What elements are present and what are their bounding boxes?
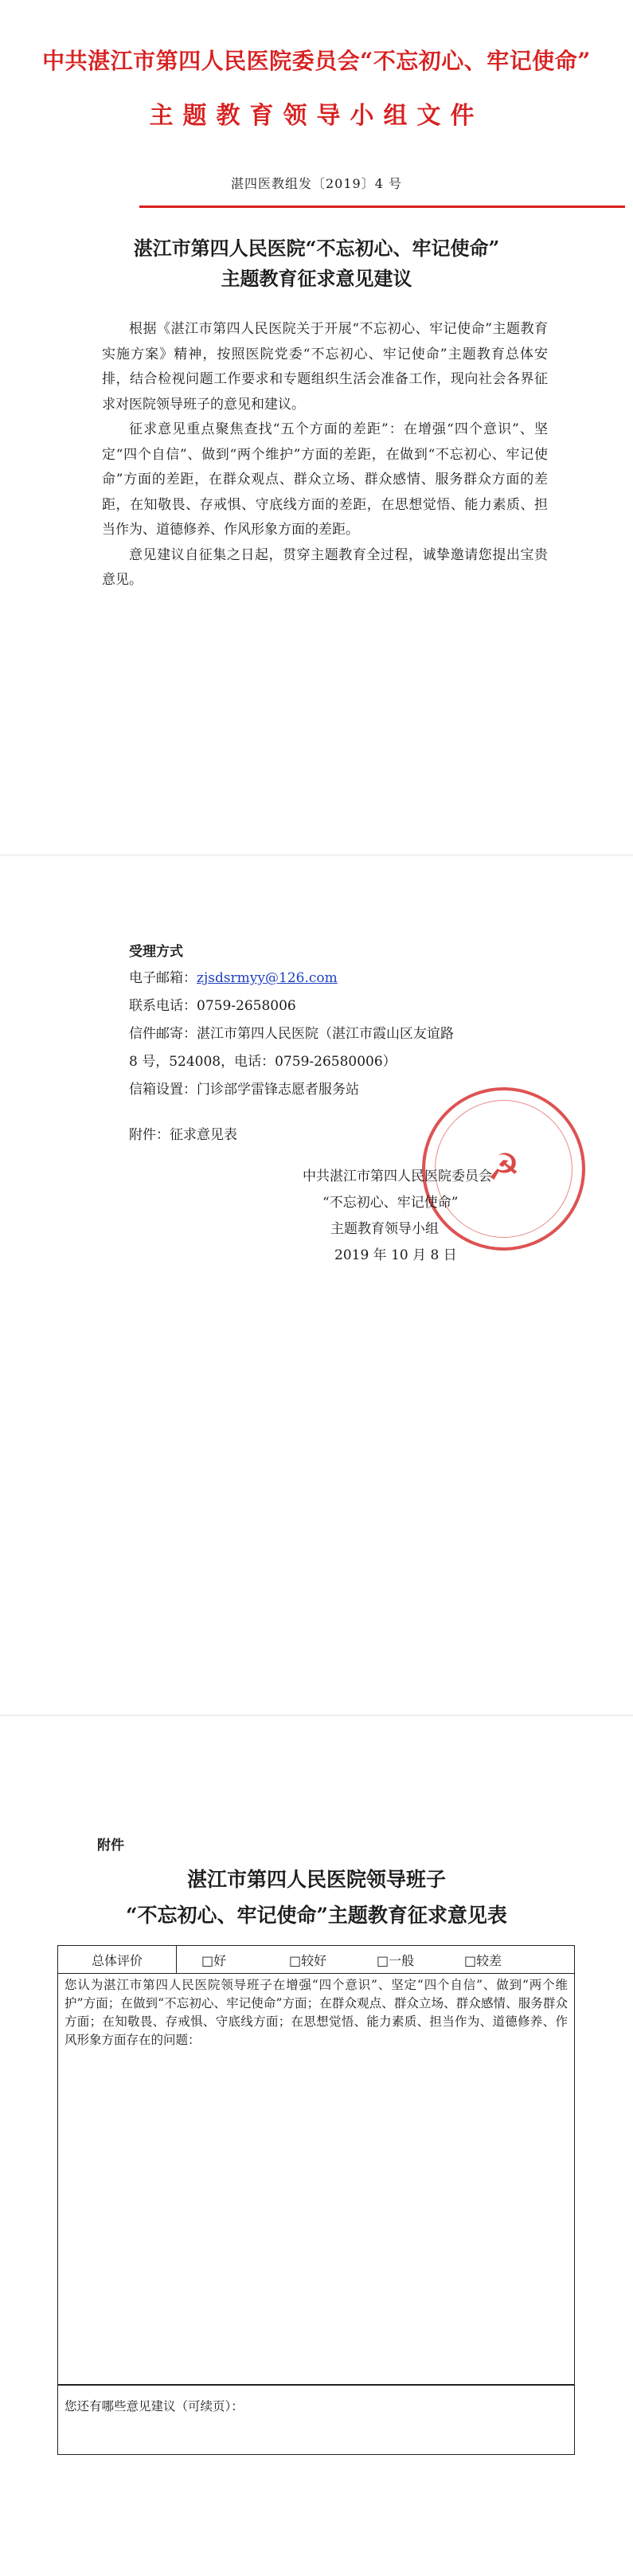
signature-date: 2019 年 10 月 8 日 [334,1247,457,1263]
doc-number: 湛四医教组发〔2019〕4 号 [231,176,402,191]
form-title-line2: “不忘初心、牢记使命”主题教育征求意见表 [126,1904,507,1927]
attachment-label: 附件 [97,1838,124,1854]
mail-label: 信件邮寄： [129,1026,197,1042]
body-paragraph-2: 征求意见重点聚焦查找“五个方面的差距”：在增强“四个意识”、坚定“四个自信”、做到“两个维护”方面的差距，在做到“不忘初心、牢记使命”方面的差距，在群众观点、群众立场、群众感情、服务群众方面的差距，在知敬畏、存戒惧、守底线方面的差距，在思想觉悟、能力素质、担当作为、道德修养、作风形象方面的差距。 [102,421,548,538]
evaluation-row [58,1946,574,1974]
mail-row [129,1022,454,1046]
option-poor[interactable]: □较差 [464,1952,502,1968]
email-label: 电子邮箱： [129,970,197,986]
mail-address-line1: 湛江市第四人民医院（湛江市霞山区友谊路 [197,1026,454,1042]
form-divider [58,2384,574,2386]
file-header: 主题教育领导小组文件 [149,102,484,130]
contact-title: 受理方式 [129,944,183,960]
phone-value: 0759-2658006 [197,998,296,1014]
email-link[interactable]: zjsdsrmyy@126.com [197,970,338,986]
mailbox-label: 信箱设置： [129,1082,197,1098]
doc-title-line1: 湛江市第四人民医院“不忘初心、牢记使命” [133,237,500,260]
signature-group: 主题教育领导小组 [330,1221,439,1237]
org-header: 中共湛江市第四人民医院委员会“不忘初心、牢记使命” [42,48,591,74]
doc-title-line2: 主题教育征求意见建议 [221,267,412,290]
evaluation-label: 总体评价 [58,1946,177,1973]
form-title-line1: 湛江市第四人民医院领导班子 [186,1868,446,1891]
mail-address-line2: 8 号，524008，电话：0759-26580006） [129,1054,397,1070]
feedback-form-table [57,1945,575,2455]
option-good[interactable]: □好 [201,1952,227,1968]
doc-body [102,317,548,593]
body-paragraph-3: 意见建议自征集之日起，贯穿主题教育全过程，诚挚邀请您提出宝贵意见。 [102,546,548,588]
phone-label: 联系电话： [129,998,197,1014]
red-divider [139,206,625,208]
option-fairly-good[interactable]: □较好 [289,1952,327,1968]
body-paragraph-1: 根据《湛江市第四人民医院关于开展“不忘初心、牢记使命”主题教育实施方案》精神，按照医院党委“不忘初心、牢记使命”主题教育总体安排，结合检视问题工作要求和专题组织生活会准备工作，现向社会各界征求对医院领导班子的意见和建议。 [102,321,548,413]
mailbox-value: 门诊部学雷锋志愿者服务站 [197,1082,359,1098]
option-average[interactable]: □一般 [377,1952,415,1968]
suggestions-question: 您还有哪些意见建议（可续页）： [64,2399,244,2414]
phone-row [129,994,296,1018]
problems-question: 您认为湛江市第四人民医院领导班子在增强“四个意识”、坚定“四个自信”、做到“两个维护”方面；在做到“不忘初心、牢记使命”方面；在群众观点、群众立场、群众感情、服务群众方面；在知敬畏、存戒惧、守底线方面；在思想觉悟、能力素质、担当作为、道德修养、作风形象方面存在的问题： [64,1978,568,2047]
page-1 [0,0,633,856]
signature-org: 中共湛江市第四人民医院委员会 [303,1169,492,1184]
email-row [129,966,338,990]
signature-theme: “不忘初心、牢记使命” [322,1195,459,1211]
svg-text:☭: ☭ [486,1145,521,1188]
attachment-note: 附件：征求意见表 [129,1127,237,1143]
mailbox-row [129,1078,359,1102]
